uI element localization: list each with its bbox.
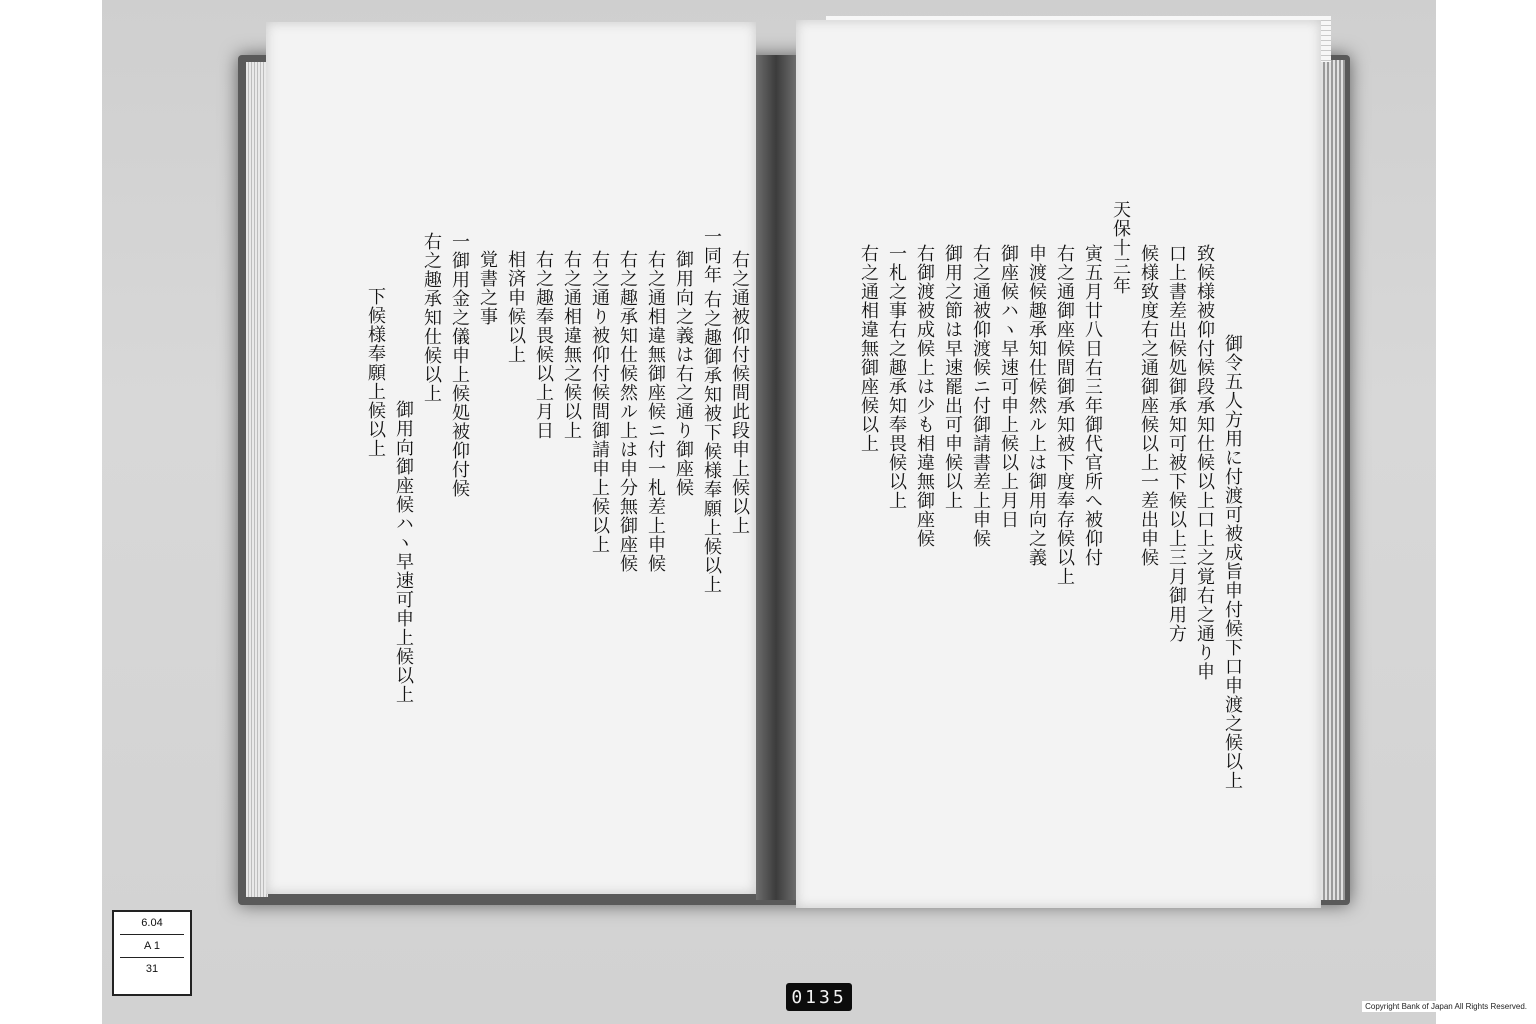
copyright-notice: Copyright Bank of Japan All Rights Reserved. [1362,1001,1530,1012]
right-text-column: 致候様被仰付候段承知仕候以上口上之覚右之通り申 [1194,244,1215,681]
right-text-column: 右之通被仰渡候ニ付御請書差上申候 [970,244,991,548]
left-text-column: 右之趣奉畏候以上月日 [533,250,554,440]
right-text-column: 御座候ハヽ早速可申上候以上月日 [998,244,1019,529]
right-text-column: 右之通御座候間御承知被下度奉存候以上 [1054,244,1075,586]
left-text-column: 覚書之事 [477,250,498,326]
right-text-column: 一札之事右之趣承知奉畏候以上 [886,244,907,510]
archive-label-line: 6.04 [120,912,184,935]
archive-label-line: 31 [145,963,159,975]
right-text-column: 右御渡被成候上は少も相違無御座候 [914,244,935,548]
left-text-column: 右之通り被仰付候間御請申上候以上 [589,250,610,554]
right-text-column: 候様致度右之通御座候以上一差出申候 [1138,244,1159,567]
left-text-column: 一御用金之儀申上候処被仰付候 [449,232,470,498]
book-gutter [756,55,796,900]
left-text-column: 御用向御座候ハヽ早速可申上候以上 [393,400,414,704]
right-text-column: 寅五月廿八日右三年御代官所へ被仰付 [1082,244,1103,567]
left-text-column: 右之趣承知仕候以上 [421,232,442,403]
left-text-column: 右之趣承知仕候然ル上は申分無御座候 [617,250,638,573]
frame-number: 0135 [786,983,852,1011]
left-text-column: 右之通被仰付候間此段申上候以上 [729,250,750,535]
right-text-column: 御令五人方用に付渡可被成旨申付候下口申渡之候以上 [1222,334,1243,790]
right-text-column: 御用之節は早速罷出可申候以上 [942,244,963,510]
left-page [266,22,756,894]
left-page-edges [246,62,268,897]
left-text-column: 右之趣御承知被下候様奉願上候以上 [701,290,722,594]
left-text-column: 相済申候以上 [505,250,526,364]
right-text-column: 天保十三年 [1110,200,1131,295]
archive-label-line: A 1 [120,935,184,958]
right-text-column: 口上書差出候処御承知可被下候以上三月御用方 [1166,244,1187,643]
left-text-column: 右之通相違無御座候ニ付一札差上申候 [645,250,666,573]
left-text-column: 下候様奉願上候以上 [365,287,386,458]
archive-label [112,910,192,996]
left-text-column: 右之通相違無之候以上 [561,250,582,440]
right-page [796,20,1321,908]
right-text-column: 申渡候趣承知仕候然ル上は御用向之義 [1026,244,1047,567]
left-text-column: 一同年 [701,227,722,284]
left-text-column: 御用向之義は右之通り御座候 [673,250,694,497]
right-text-column: 右之通相違無御座候以上 [858,244,879,453]
